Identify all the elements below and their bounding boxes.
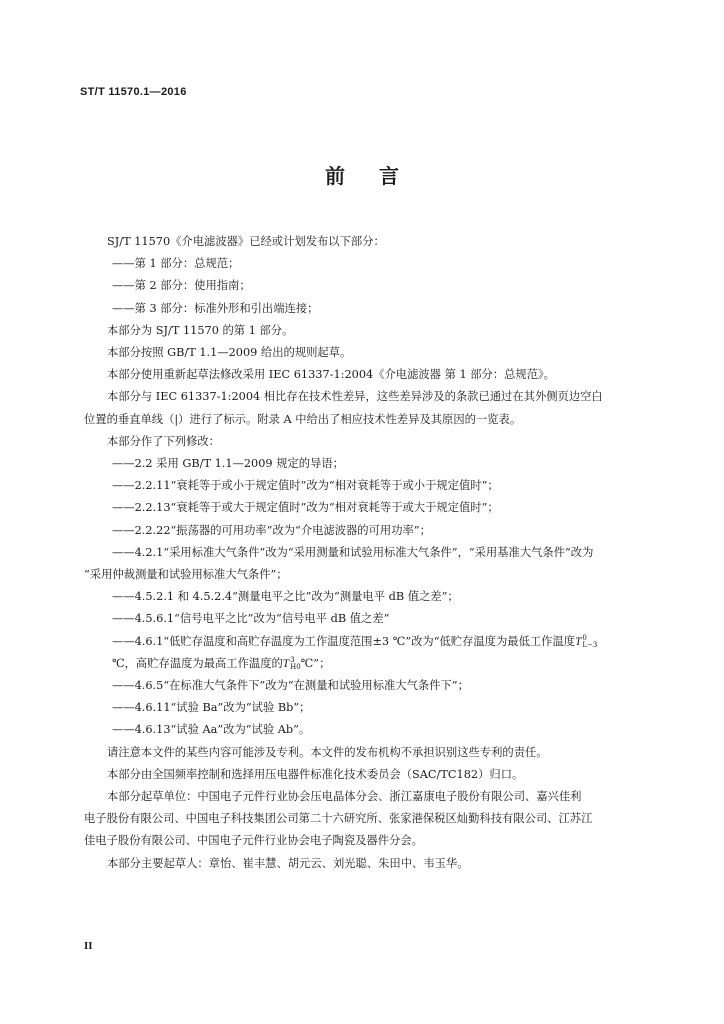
temperature-symbol: T: [282, 657, 290, 670]
subscript: H: [290, 662, 297, 671]
temperature-subscript: [582, 635, 597, 649]
list-item-continuation: “采用仲裁测量和试验用标准大气条件”；: [84, 568, 288, 582]
paragraph: SJ/T 11570《介电滤波器》已经或计划发布以下部分：: [107, 235, 385, 248]
paragraph: 本部分与 IEC 61337-1:2004 相比存在技术性差异，这些差异涉及的条款已通过在其外侧页边空白: [107, 390, 603, 404]
list-item: ——4.2.1“采用标准大气条件”改为“采用测量和试验用标准大气条件”，“采用基准大气条件”改为: [112, 545, 594, 559]
paragraph: 本部分使用重新起草法修改采用 IEC 61337-1:2004《介电滤波器 第 1 部分：总规范》。: [107, 368, 555, 382]
list-item-text: ——4.6.1“低贮存温度和高贮存温度为工作温度范围±3 ℃”改为“低贮存温度为最低工作温度: [112, 634, 576, 648]
list-item: ——第 3 部分：标准外形和引出端连接；: [112, 301, 319, 315]
list-item: ——第 1 部分：总规范；: [112, 257, 240, 271]
paragraph: 本部分主要起草人：章怡、崔丰慧、胡元云、刘光聪、朱田中、韦玉华。: [107, 856, 469, 870]
superscript: 3: [290, 655, 295, 664]
list-item: ——2.2.22“振荡器的可用功率”改为“介电滤波器的可用功率”；: [112, 523, 431, 537]
list-item: ——2.2.13“衰耗等于或大于规定值时”改为“相对衰耗等于或大于规定值时”；: [112, 501, 499, 515]
list-item-text: ℃，高贮存温度为最高工作温度的: [112, 656, 283, 670]
list-item-continuation: [84, 653, 664, 675]
list-item: ——第 2 部分：使用指南；: [112, 279, 251, 293]
list-item-text: ℃”；: [300, 656, 331, 670]
list-item: ——4.5.6.1“信号电平之比”改为“信号电平 dB 值之差”: [112, 612, 390, 626]
foreword-body: [84, 231, 664, 875]
subscript-offset: −3: [587, 640, 598, 649]
superscript: 0: [582, 633, 587, 642]
list-item: ——2.2.11“衰耗等于或小于规定值时”改为“相对衰耗等于或小于规定值时”；: [112, 479, 499, 493]
standard-code: ST/T 11570.1—2016: [80, 86, 187, 98]
page-title: 前言: [325, 164, 433, 188]
paragraph-continuation: 位置的垂直单线（|）进行了标示。附录 A 中给出了相应技术性差异及其原因的一览表。: [84, 412, 522, 426]
list-item: ——4.5.2.1 和 4.5.2.4“测量电平之比”改为“测量电平 dB 值之差”；: [112, 590, 459, 604]
paragraph-continuation: 佳电子股份有限公司、中国电子元件行业协会电子陶瓷及器件分会。: [84, 834, 423, 848]
paragraph: 请注意本文件的某些内容可能涉及专利。本文件的发布机构不承担识别这些专利的责任。: [107, 745, 548, 759]
paragraph: 本部分按照 GB/T 1.1—2009 给出的规则起草。: [107, 346, 352, 360]
paragraph: 本部分作了下列修改：: [107, 434, 220, 448]
paragraph: 本部分由全国频率控制和选择用压电器件标准化技术委员会（SAC/TC182）归口。: [107, 767, 524, 781]
list-item: ——4.6.13“试验 Aa”改为“试验 Ab”。: [112, 723, 311, 737]
paragraph: 本部分起草单位：中国电子元件行业协会压电晶体分会、浙江嘉康电子股份有限公司、嘉兴佳利: [107, 790, 582, 804]
subscript-offset: 0: [296, 662, 301, 671]
list-item: ——2.2 采用 GB/T 1.1—2009 规定的导语；: [112, 457, 344, 471]
list-item: [84, 631, 664, 653]
temperature-subscript: [290, 657, 301, 671]
page-number: II: [84, 940, 93, 952]
subscript: L: [582, 640, 588, 649]
temperature-symbol: T: [575, 635, 582, 648]
paragraph: 本部分为 SJ/T 11570 的第 1 部分。: [107, 323, 294, 337]
list-item: ——4.6.11“试验 Ba”改为“试验 Bb”；: [112, 701, 311, 715]
list-item: ——4.6.5“在标准大气条件下”改为“在测量和试验用标准大气条件下”；: [112, 679, 469, 693]
paragraph-continuation: 电子股份有限公司、中国电子科技集团公司第二十六研究所、张家港保税区灿勤科技有限公司、江苏江: [84, 812, 593, 826]
